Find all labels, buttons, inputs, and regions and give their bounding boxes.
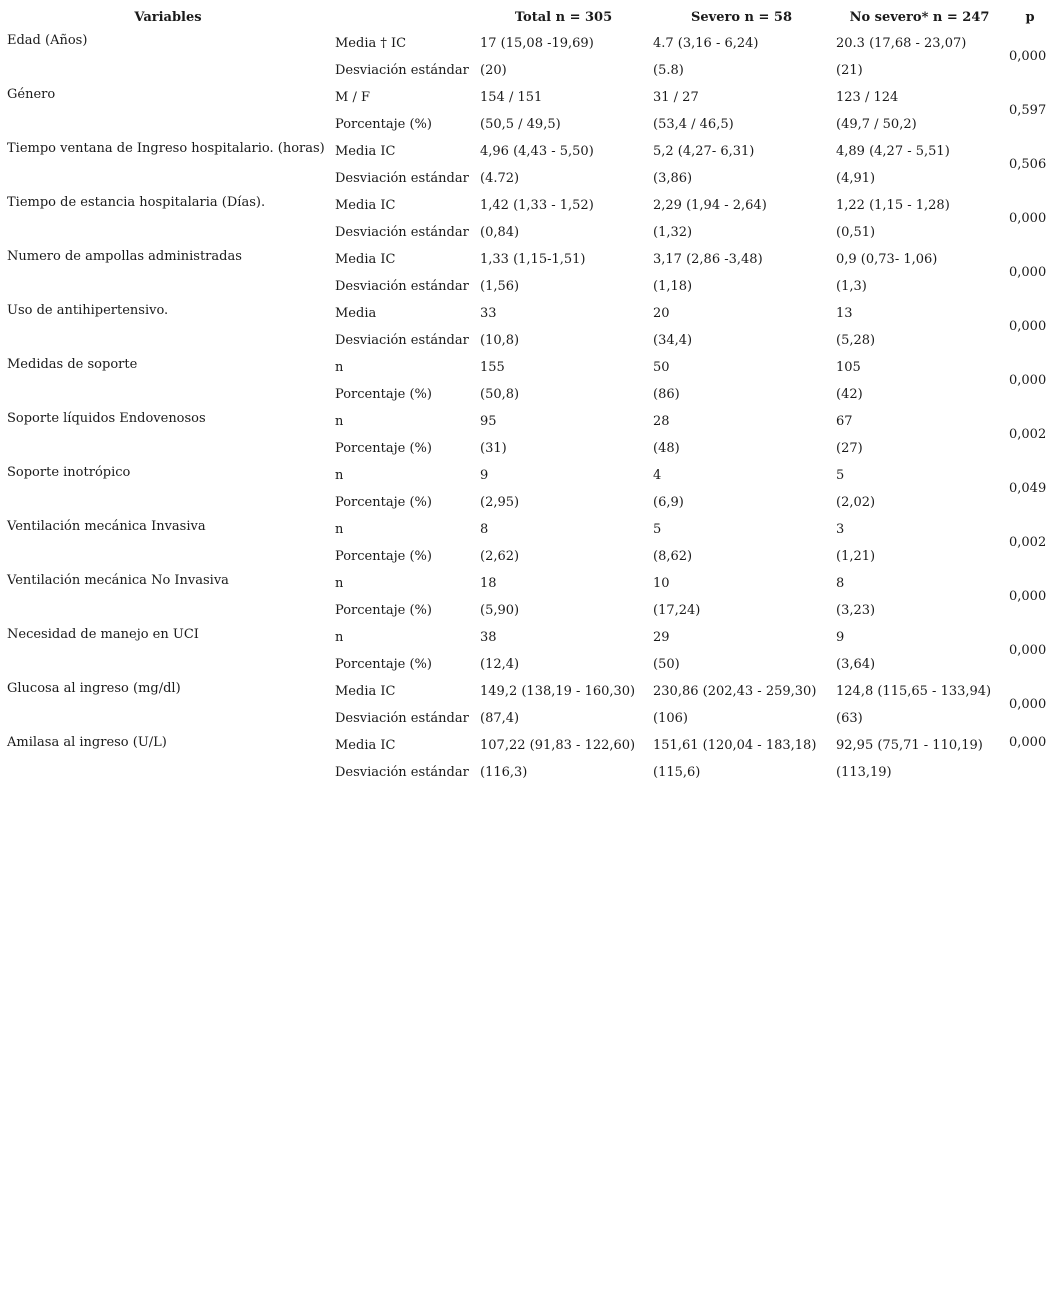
table-row [4,191,1054,220]
non-severe-value: (21) [836,63,863,78]
table-row [4,598,1054,623]
statistic-label: n [335,630,344,645]
non-severe-value: 123 / 124 [836,90,899,105]
results-table [4,5,1054,785]
table-row [4,29,1054,58]
non-severe-value: 4,89 (4,27 - 5,51) [836,144,950,159]
severe-value: (115,6) [653,765,701,780]
table-row [4,83,1054,112]
total-value: 149,2 (138,19 - 160,30) [480,684,636,699]
table-row [4,58,1054,83]
p-value: 0,000 [1009,735,1047,750]
table-row [4,461,1054,490]
p-value: 0,000 [1009,210,1047,226]
statistic-label: Desviación estándar [335,765,469,780]
variable-name: Ventilación mecánica Invasiva [7,519,206,534]
p-value: 0,000 [1009,48,1047,64]
statistic-label: Desviación estándar [335,279,469,294]
header-variables: Variables [134,9,202,25]
statistic-label: Desviación estándar [335,225,469,240]
total-value: 1,33 (1,15-1,51) [480,252,586,267]
statistic-label: Porcentaje (%) [335,387,432,402]
statistic-label: n [335,522,344,537]
table-row [4,299,1054,328]
severe-value: 151,61 (120,04 - 183,18) [653,738,817,753]
non-severe-value: (42) [836,387,863,402]
severe-value: (5.8) [653,63,684,78]
non-severe-value: 5 [836,468,845,483]
severe-value: (17,24) [653,603,701,618]
non-severe-value: 67 [836,414,853,429]
total-value: 154 / 151 [480,90,543,105]
severe-value: 5 [653,522,662,537]
variable-spacer [4,544,332,569]
statistic-label: Porcentaje (%) [335,657,432,672]
table-row [4,731,1054,760]
non-severe-value: (4,91) [836,171,876,186]
non-severe-value: (3,64) [836,657,876,672]
variable-name: Medidas de soporte [7,357,138,372]
non-severe-value: 3 [836,522,845,537]
table-row [4,112,1054,137]
severe-value: 3,17 (2,86 -3,48) [653,252,763,267]
statistic-label: Porcentaje (%) [335,441,432,456]
p-value: 0,000 [1009,318,1047,334]
p-value: 0,002 [1009,426,1047,442]
non-severe-value: 0,9 (0,73- 1,06) [836,252,938,267]
table-row [4,490,1054,515]
non-severe-value: 9 [836,630,845,645]
non-severe-value: (1,3) [836,279,867,294]
severe-value: (86) [653,387,680,402]
non-severe-value: 8 [836,576,845,591]
non-severe-value: (0,51) [836,225,876,240]
total-value: 38 [480,630,497,645]
variable-name: Soporte líquidos Endovenosos [7,411,206,426]
non-severe-value: 124,8 (115,65 - 133,94) [836,684,992,699]
statistic-label: Media IC [335,684,396,699]
statistic-label: Media IC [335,198,396,213]
variable-name: Ventilación mecánica No Invasiva [7,573,229,588]
non-severe-value: (49,7 / 50,2) [836,117,917,132]
statistic-label: Porcentaje (%) [335,549,432,564]
table-row [4,274,1054,299]
total-value: (5,90) [480,603,520,618]
variable-spacer [4,274,332,299]
header-statistic [332,5,477,29]
statistic-label: n [335,468,344,483]
severe-value: (1,18) [653,279,693,294]
non-severe-value: 13 [836,306,853,321]
total-value: (0,84) [480,225,520,240]
non-severe-value: (113,19) [836,765,892,780]
statistic-label: Porcentaje (%) [335,495,432,510]
variable-spacer [4,706,332,731]
table-row [4,353,1054,382]
variable-spacer [4,112,332,137]
header-row [4,5,1054,29]
severe-value: 20 [653,306,670,321]
statistic-label: n [335,414,344,429]
table-row [4,569,1054,598]
total-value: 33 [480,306,497,321]
table-row [4,382,1054,407]
variable-name: Soporte inotrópico [7,465,131,480]
total-value: 107,22 (91,83 - 122,60) [480,738,636,753]
severe-value: (8,62) [653,549,693,564]
variable-name: Glucosa al ingreso (mg/dl) [7,681,181,696]
severe-value: (1,32) [653,225,693,240]
total-value: (20) [480,63,507,78]
statistic-label: Porcentaje (%) [335,117,432,132]
statistic-label: n [335,576,344,591]
table-row [4,407,1054,436]
table-row [4,436,1054,461]
variable-spacer [4,436,332,461]
total-value: 4,96 (4,43 - 5,50) [480,144,594,159]
p-value: 0,000 [1009,264,1047,280]
table-row [4,623,1054,652]
total-value: (116,3) [480,765,528,780]
severe-value: (3,86) [653,171,693,186]
non-severe-value: (1,21) [836,549,876,564]
severe-value: (34,4) [653,333,693,348]
statistic-label: Media IC [335,252,396,267]
total-value: 155 [480,360,505,375]
header-total: Total n = 305 [514,9,613,25]
p-value: 0,000 [1009,372,1047,388]
variable-spacer [4,58,332,83]
header-p: p [1025,9,1035,25]
p-value: 0,506 [1009,156,1047,172]
table-row [4,760,1054,785]
total-value: (4.72) [480,171,520,186]
variable-name: Edad (Años) [7,33,88,48]
non-severe-value: 105 [836,360,861,375]
total-value: (87,4) [480,711,520,726]
variable-spacer [4,220,332,245]
variable-name: Uso de antihipertensivo. [7,303,169,318]
table-row [4,652,1054,677]
non-severe-value: (5,28) [836,333,876,348]
non-severe-value: (2,02) [836,495,876,510]
severe-value: (50) [653,657,680,672]
severe-value: 2,29 (1,94 - 2,64) [653,198,767,213]
table-row [4,220,1054,245]
variable-name: Género [7,87,56,102]
statistic-label: Media IC [335,144,396,159]
variable-spacer [4,598,332,623]
statistic-label: n [335,360,344,375]
severe-value: (53,4 / 46,5) [653,117,734,132]
total-value: 17 (15,08 -19,69) [480,36,594,51]
total-value: (12,4) [480,657,520,672]
table-row [4,166,1054,191]
variable-name: Tiempo ventana de Ingreso hospitalario. (horas) [7,141,325,156]
header-non-severe: No severo* n = 247 [849,9,990,25]
total-value: 9 [480,468,489,483]
severe-value: (6,9) [653,495,684,510]
total-value: 18 [480,576,497,591]
p-value: 0,000 [1009,588,1047,604]
severe-value: 4.7 (3,16 - 6,24) [653,36,759,51]
non-severe-value: 20.3 (17,68 - 23,07) [836,36,967,51]
variable-spacer [4,490,332,515]
table-row [4,328,1054,353]
variable-name: Tiempo de estancia hospitalaria (Días). [7,195,266,210]
non-severe-value: 92,95 (75,71 - 110,19) [836,738,983,753]
p-value: 0,049 [1009,480,1047,496]
total-value: (31) [480,441,507,456]
severe-value: 4 [653,468,662,483]
total-value: (2,62) [480,549,520,564]
non-severe-value: (3,23) [836,603,876,618]
table-row [4,515,1054,544]
severe-value: 5,2 (4,27- 6,31) [653,144,755,159]
statistic-label: Desviación estándar [335,333,469,348]
p-value: 0,002 [1009,534,1047,550]
statistic-label: Porcentaje (%) [335,603,432,618]
non-severe-value: (27) [836,441,863,456]
severe-value: 10 [653,576,670,591]
total-value: 95 [480,414,497,429]
total-value: (50,5 / 49,5) [480,117,561,132]
statistic-label: Media IC [335,738,396,753]
severe-value: 29 [653,630,670,645]
statistic-label: Desviación estándar [335,171,469,186]
severe-value: 31 / 27 [653,90,699,105]
severe-value: 230,86 (202,43 - 259,30) [653,684,817,699]
variable-spacer [4,328,332,353]
p-value: 0,000 [1009,642,1047,658]
variable-name: Numero de ampollas administradas [7,249,242,264]
total-value: 8 [480,522,489,537]
table-row [4,544,1054,569]
total-value: (2,95) [480,495,520,510]
variable-name: Amilasa al ingreso (U/L) [7,735,167,750]
variable-spacer [4,166,332,191]
non-severe-value: (63) [836,711,863,726]
table-row [4,706,1054,731]
variable-spacer [4,760,332,785]
table-row [4,677,1054,706]
total-value: 1,42 (1,33 - 1,52) [480,198,594,213]
severe-value: 50 [653,360,670,375]
table-body [4,29,1054,785]
severe-value: (48) [653,441,680,456]
total-value: (1,56) [480,279,520,294]
p-value: 0,597 [1009,102,1047,118]
total-value: (50,8) [480,387,520,402]
severe-value: (106) [653,711,688,726]
variable-name: Necesidad de manejo en UCI [7,627,199,642]
variable-spacer [4,652,332,677]
statistic-label: M / F [335,90,370,105]
statistic-label: Desviación estándar [335,711,469,726]
statistic-label: Media † IC [335,36,407,51]
non-severe-value: 1,22 (1,15 - 1,28) [836,198,950,213]
severe-value: 28 [653,414,670,429]
table-row [4,137,1054,166]
statistic-label: Desviación estándar [335,63,469,78]
p-value: 0,000 [1009,696,1047,712]
header-severe: Severo n = 58 [690,9,793,25]
statistic-label: Media [335,306,377,321]
total-value: (10,8) [480,333,520,348]
table-row [4,245,1054,274]
variable-spacer [4,382,332,407]
